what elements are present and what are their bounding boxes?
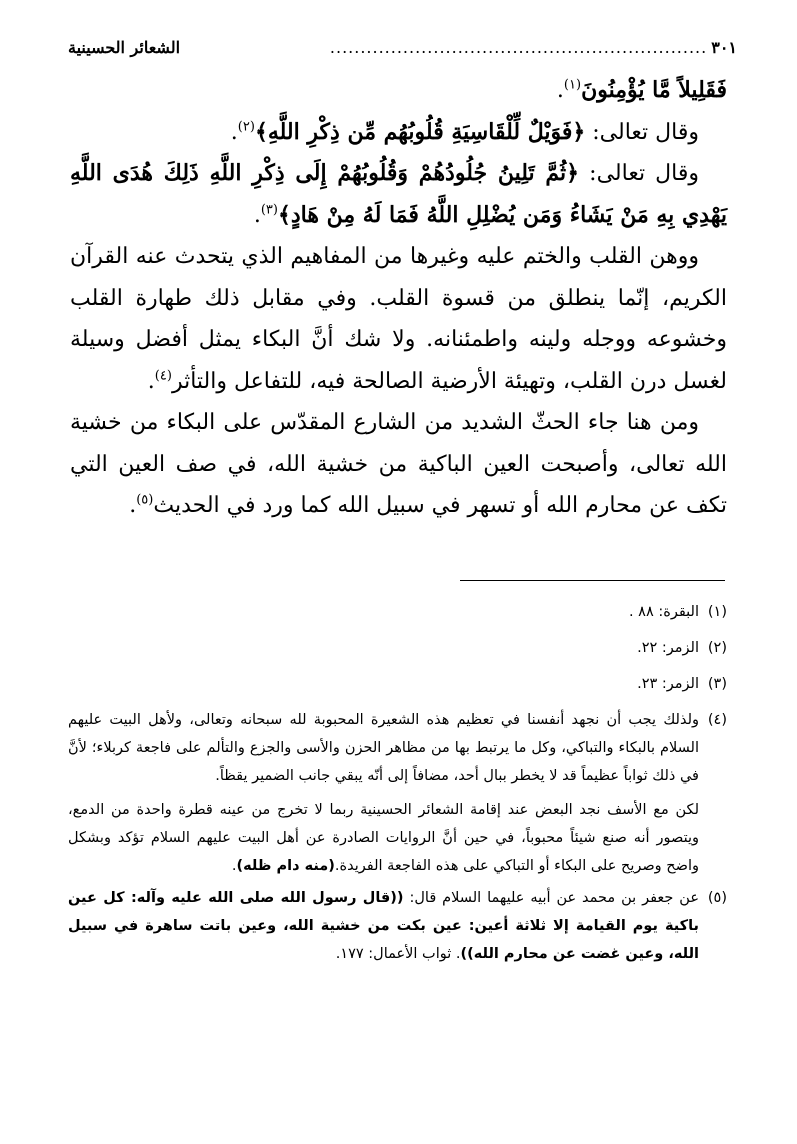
quran-verse-1: فَقَلِيلاً مَّا يُؤْمِنُونَ: [581, 77, 727, 103]
footnotes: [68, 598, 727, 972]
paragraph-1: فَقَلِيلاً مَّا يُؤْمِنُونَ$^{(١)}$.: [556, 77, 727, 103]
footnote-4-author: (منه دام ظله): [236, 858, 335, 874]
quran-verse-2: ﴿فَوَيْلٌ لِّلْقَاسِيَةِ قُلُوبُهُم مِّن ذِكْرِ اللَّهِ﴾: [254, 118, 586, 145]
footnote-1: (١) البقرة: ٨٨ .: [628, 604, 727, 620]
footnote-separator: [460, 580, 725, 581]
footnote-ref-3: (٣): [260, 202, 278, 218]
page-header: [68, 34, 737, 60]
running-title: الشعائر الحسينية: [68, 37, 181, 57]
hadith-quote: ((قال رسول الله صلى الله عليه وآله: كل عين باكية يوم القيامة إلا ثلاثة أعين: عين بكت من خشية الله، وعين باتت ساهرة في سبيل الله، وعين غضت عن محارم الله)): [68, 890, 699, 962]
footnote-ref-4: (٤): [154, 368, 172, 384]
paragraph-2: وقال تعالى: ﴿فَوَيْلٌ لِّلْقَاسِيَةِ قُلُوبُهُم مِّن ذِكْرِ اللَّهِ﴾$^{(٢)}$.: [230, 118, 699, 145]
header-dots: ..............................................................: [329, 37, 708, 57]
paragraph-4: ووهن القلب والختم عليه وغيرها من المفاهيم الذي يتحدث عنه القرآن الكريم، إنّما ينطلق من قسوة القلب. وفي مقابل ذلك طهارة القلب وخشوعه ووجله ولينه واطمئنانه. ولا شك أنَّ البكاء يمثل أفضل وسيلة لغسل درن القلب، وتهيئة الأرضية الصالحة فيه، للتفاعل والتأثر$^{(٤)}$.: [70, 244, 727, 394]
footnote-ref-1: (١): [563, 77, 582, 93]
footnote-4: (٤) ولذلك يجب أن نجهد أنفسنا في تعظيم هذه الشعيرة المحبوبة لله سبحانه وتعالى، ولأهل البيت عليهم السلام بالبكاء والتباكي، وكل ما يرتبط بها من مظاهر الحزن والأسى والجزع والتألم على فاجعة كربلاء؛ لأنَّ في ذلك ثواباً عظيماً قد لا يخطر ببال أحد، مضافاً إلى أنّه يبقي جانب الضمير يقظاً. لكن مع الأسف نجد البعض عند إقامة الشعائر الحسينية ربما لا تخرج من عينه قطرة واحدة من الدمع، ويتصور أنه صنع شيئاً محبوباً، في حين أنَّ الروايات الصادرة عن أهل البيت عليهم السلام تؤكد وبشكل واضح وصريح على البكاء أو التباكي على هذه الفاجعة الفريدة.(منه دام ظله).: [68, 712, 727, 874]
quran-verse-3: ﴿ثُمَّ تَلِينُ جُلُودُهُمْ وَقُلُوبُهُمْ إِلَى ذِكْرِ اللَّهِ ذَلِكَ هُدَى اللَّهِ يَهْدِي بِهِ مَنْ يَشَاءُ وَمَن يُضْلِلِ اللَّهُ فَمَا لَهُ مِنْ هَادٍ﴾: [70, 160, 727, 228]
footnote-ref-2: (٢): [237, 119, 255, 135]
paragraph-5: ومن هنا جاء الحثّ الشديد من الشارع المقدّس على البكاء من خشية الله تعالى، وأصبحت العين الباكية من خشية الله، في صف العين التي تكف عن محارم الله أو تسهر في سبيل الله كما ورد في الحديث$^{(٥)}$.: [70, 410, 728, 518]
footnote-5: (٥) عن جعفر بن محمد عن أبيه عليهما السلام قال: ((قال رسول الله صلى الله عليه وآله: كل عين باكية يوم القيامة إلا ثلاثة أعين: عين بكت من خشية الله، وعين باتت ساهرة في سبيل الله، وعين غضت عن محارم الله)). ثواب الأعمال: ١٧٧.: [68, 890, 727, 962]
footnote-ref-5: (٥): [136, 492, 154, 508]
main-text: [70, 70, 727, 527]
page-number: ٣٠١: [711, 37, 737, 57]
paragraph-3: وقال تعالى: ﴿ثُمَّ تَلِينُ جُلُودُهُمْ وَقُلُوبُهُمْ إِلَى ذِكْرِ اللَّهِ ذَلِكَ هُدَى اللَّهِ يَهْدِي بِهِ مَنْ يَشَاءُ وَمَن يُضْلِلِ اللَّهُ فَمَا لَهُ مِنْ هَادٍ﴾$^{(٣)}$.: [70, 160, 727, 228]
footnote-3: (٣) الزمر: ٢٣.: [637, 676, 727, 692]
footnote-2: (٢) الزمر: ٢٢.: [637, 640, 727, 656]
